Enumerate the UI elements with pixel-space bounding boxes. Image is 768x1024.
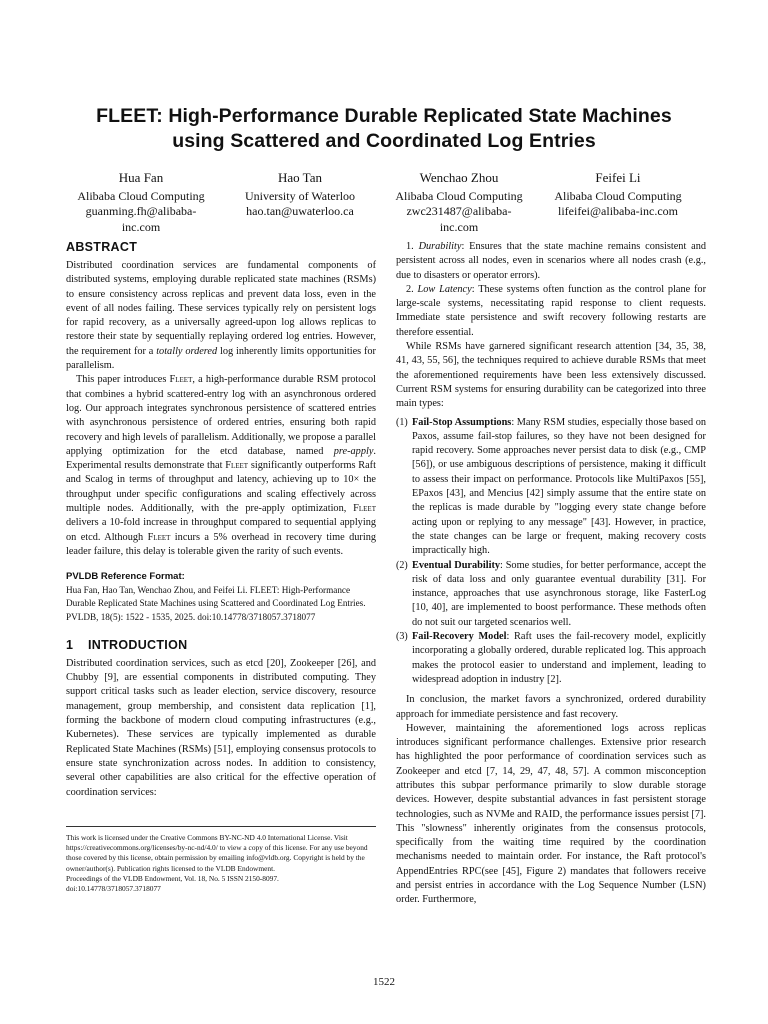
author-3: [384, 170, 534, 235]
text-run: incurs a 5% overhead in recovery time during leader failure, this delay is tolerable given the rarity of such events.: [66, 531, 377, 557]
author-email: hao.tan@uwaterloo.ca: [246, 204, 354, 219]
section-title: INTRODUCTION: [88, 637, 188, 652]
paper-title: [60, 104, 708, 154]
author-affiliation: Alibaba Cloud Computing: [77, 188, 205, 203]
list-item-text: : Many RSM studies, especially those based on Paxos, assume fail-stop failures, so they have not been designed for rapid recovery. Some approaches never persist data to disk (e.g., CMP [56]), or use ambiguous descriptions of persistence, making it difficult to assess their impact on performance. Protocols like MultiPaxos [55], EPaxos [43], and Mencius [42] simply assume that the entire state on the replicas is made durable by "logging every state change before acting upon or replying to any message" [43]. However, in practice, the state changes can be large or frequent, making recovery costs impractically high.: [412, 416, 706, 557]
page-number: 1522: [373, 976, 395, 988]
author-affiliation: Alibaba Cloud Computing: [395, 188, 523, 203]
license-footnote: [66, 826, 376, 894]
abstract-heading: ABSTRACT: [66, 240, 138, 254]
list-item: [396, 559, 706, 630]
text-run: This paper introduces: [76, 374, 170, 386]
list-item-text: : Some studies, for better performance, accept the risk of data loss and only guarantee eventual durability [31]. For instance, approaches that use asynchronous storage, like FasterLog [10, 40], are implemented to boost performance. These methods often do not suit our targeted scenarios well.: [412, 559, 706, 628]
list-marker: (2): [396, 559, 408, 571]
section-number: 1: [66, 637, 74, 652]
list-item-text: : Raft uses the fail-recovery model, explicitly incorporating a globally ordered, durable replicated log. This approach makes the protocol easier to understand and implement, leading to widespread adoption in industry [2].: [412, 631, 706, 685]
author-name: Wenchao Zhou: [419, 170, 499, 185]
system-name: Fleet: [147, 531, 171, 543]
text-run: : These systems often function as the control plane for large-scale systems, necessitating rapid response to client requests. Immediate state persistence and swift recovery following restarts are therefore essential.: [396, 283, 707, 338]
author-4: [534, 170, 702, 235]
introduction-heading: [66, 638, 376, 652]
introduction-paragraph-1: Distributed coordination services, such as etcd [20], Zookeeper [26], and Chubby [9], are essential components in distributed computing. They support critical tasks such as leader election, service discovery, resource management, group membership, and consistent data replication [1], forming the backbone of modern cloud computing infrastructures (e.g., Kubernetes). These services are typically implemented as durable Replicated State Machines (RSMs) [51], employing consensus protocols to ensure state synchronization across nodes. In addition to consistency, several other capabilities are also critical for the effective operation of coordination services:: [66, 657, 376, 798]
text-run: log inherently limits opportunities for parallelism.: [66, 345, 376, 372]
list-item-label: Fail-Stop Assumptions: [412, 416, 512, 428]
capability-low-latency: [396, 283, 706, 340]
list-marker: (1): [396, 416, 408, 428]
author-affiliation: Alibaba Cloud Computing: [554, 188, 682, 203]
emphasis: Durability: [418, 241, 462, 252]
system-name: Fleet: [169, 374, 193, 386]
right-column: [396, 240, 706, 908]
title-line-1: FLEET: High-Performance Durable Replicated State Machines: [96, 105, 672, 127]
list-item-label: Eventual Durability: [412, 559, 501, 571]
reference-format-text: Hua Fan, Hao Tan, Wenchao Zhou, and Feifei Li. FLEET: High-Performance Durable Replicated State Machines using Scattered and Coordinated Log Entries. PVLDB, 18(5): 1522 - 1535, 2025. doi:10.14778/3718057.3718077: [66, 585, 366, 622]
however-paragraph: However, maintaining the aforementioned logs across replicas introduces significant performance challenges. Extensive prior research has highlighted the poor performance of coordination services such as Zookeeper and etcd [7, 14, 29, 47, 48, 57]. A common misconception attributes this subpar performance primarily to slow durable storage devices. However, despite substantial advances in fast persistent storage technologies, such as NVMe and RAID, the performance issues persist [7]. This "slowness" inherently originates from the consensus protocols, specifically from the waiting time required by the coordination mechanisms needed to maintain order. For instance, the Raft protocol's AppendEntries RPC(see [45], Figure 2) mandates that followers receive and persist entries in accordance with the Log Sequence Number (LSN) order. Furthermore,: [396, 722, 706, 906]
rsm-paragraph: While RSMs have garnered significant research attention [34, 35, 38, 41, 43, 55, 56], the techniques required to achieve durable RSMs that meet the aforementioned requirements have been less extensively discussed. Current RSM systems for ensuring durability can be categorized into three main types:: [396, 341, 706, 410]
system-name: Fleet: [225, 460, 249, 472]
text-run: Distributed coordination services are fundamental components of distributed systems, employing durable replicated state machines (RSMs) to ensure consistency across replicas and prevent data loss, even in the event of all nodes failing. These services typically rely on persistent logs for rapid recovery, as a universally agreed-upon log allows replicas to restore their state by sequentially replaying ordered log entries. However, the requirement for a: [66, 260, 376, 357]
author-name: Feifei Li: [595, 170, 641, 185]
left-column: [66, 240, 376, 800]
list-item-label: Fail-Recovery Model: [412, 631, 507, 643]
license-text: This work is licensed under the Creative Commons BY-NC-ND 4.0 International License. Visit https://creativecommons.org/licenses/by-nc-nd/4.0/ to view a copy of this license. For any use beyond those covered by this license, obtain permission by emailing info@vldb.org. Copyright is held by the owner/author(s). Publication rights licensed to the VLDB Endowment.: [66, 833, 368, 873]
list-marker: (3): [396, 631, 408, 643]
author-name: Hua Fan: [118, 170, 164, 185]
emphasis: totally ordered: [156, 345, 218, 357]
author-affiliation: University of Waterloo: [244, 188, 356, 203]
author-email: lifeifei@alibaba-inc.com: [558, 204, 678, 219]
author-email-cont: inc.com: [121, 219, 161, 234]
author-email-cont: inc.com: [439, 219, 479, 234]
reference-format-heading: PVLDB Reference Format:: [66, 571, 185, 583]
doi-text: doi:10.14778/3718057.3718077: [66, 884, 161, 894]
emphasis: Low Latency: [417, 283, 472, 295]
text-run: significantly outperforms Raft and Scalog in terms of throughput and latency, achieving up to 10× the throughput under specific configurations and scaling effectively across multiple nodes. Additionally, with the pre-apply optimization,: [66, 460, 376, 515]
text-run: , a high-performance durable RSM protocol that combines a hybrid scattered-entry log with an asynchronous ordered log. Our approach integrates synchronous persistence of scattered entries with asynchronous persistence of ordered entries, ensuring both rapid recovery and high levels of parallelism. Additionally, we propose a parallel applying optimization for the etcd database, named: [66, 374, 376, 457]
text-run: 2.: [406, 283, 418, 295]
list-item: [396, 416, 706, 559]
capability-durability: [396, 240, 706, 283]
text-run: . Experimental results demonstrate that: [66, 445, 376, 472]
text-run: delivers a 10-fold increase in throughput compared to sequential applying on etcd. Although: [66, 517, 376, 543]
emphasis: pre-apply: [333, 445, 374, 457]
list-item: [396, 630, 706, 687]
author-2: [216, 170, 384, 235]
abstract-paragraph-2: [66, 373, 376, 559]
author-1: [66, 170, 216, 235]
text-run: : Ensures that the state machine remains consistent and persistent across all nodes, even in scenarios where all nodes crash (e.g., due to disasters or operator errors).: [396, 241, 707, 281]
author-name: Hao Tan: [278, 170, 322, 185]
author-block: [66, 170, 702, 235]
conclusion-paragraph: In conclusion, the market favors a synchronized, ordered durability approach for immediate persistence and fast recovery.: [396, 694, 706, 720]
author-email: guanming.fh@alibaba-: [85, 204, 197, 219]
durability-types-list: [396, 416, 706, 688]
title-line-2: using Scattered and Coordinated Log Entries: [172, 130, 596, 152]
abstract-paragraph-1: [66, 259, 376, 373]
system-name: Fleet: [353, 503, 376, 515]
text-run: 1.: [406, 241, 419, 252]
proceedings-text: Proceedings of the VLDB Endowment, Vol. 18, No. 5 ISSN 2150-8097.: [66, 873, 279, 883]
author-email: zwc231487@alibaba-: [406, 204, 512, 219]
